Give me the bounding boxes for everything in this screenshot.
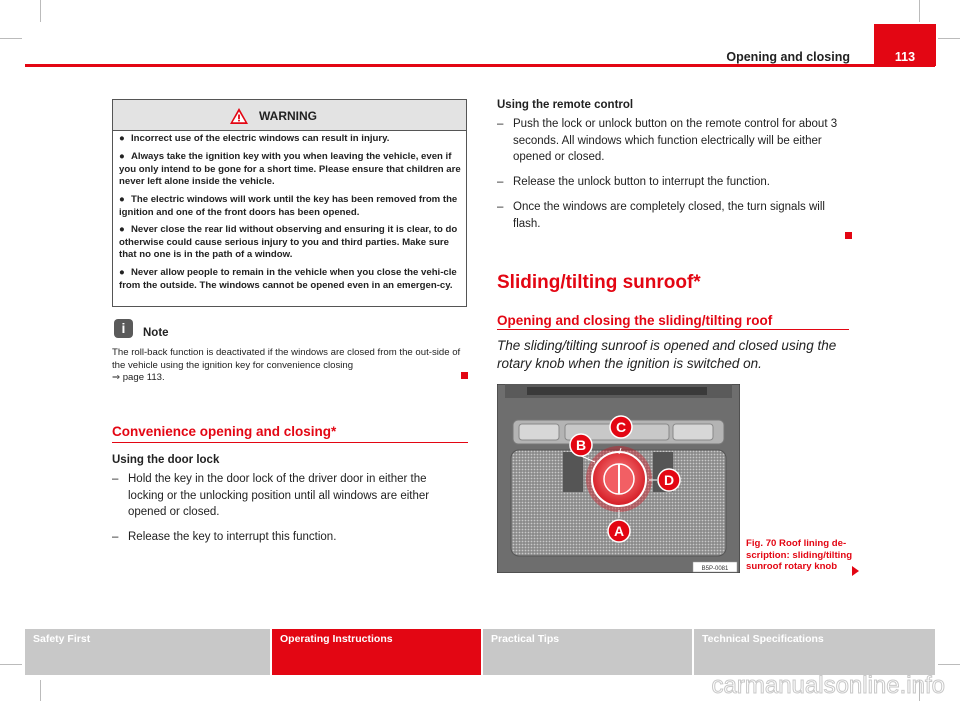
note-page-link[interactable]: ⇒ page 113. [112,372,165,384]
sunroof-knob-figure [497,384,740,573]
section-rule [112,442,468,443]
list-item: – Push the lock or unlock button on the remote control for about 3 seconds. All windows which function electrically will be either opened or closed. [497,118,838,163]
crop-mark [0,38,22,39]
warning-bullet: ● Always take the ignition key with you when leaving the vehicle, even if you only intend to be gone for a short time. Please ensure that children are never left alone inside the vehicle. [119,151,461,188]
section-heading-convenience: Convenience opening and closing* [112,424,337,439]
footer-tab-safety-first[interactable]: Safety First [25,629,270,675]
crop-mark [938,664,960,665]
intro-text: The sliding/tilting sunroof is opened and closed using the rotary knob when the ignition is switched on. [497,338,837,371]
figure-caption: Fig. 70 Roof lining de-scription: sliding/tilting sunroof rotary knob [746,538,853,572]
list-item: – Once the windows are completely closed, the turn signals will flash. [497,201,825,230]
crop-mark [938,38,960,39]
note-title: Note [143,327,169,339]
page-number: 113 [894,50,916,64]
running-header-title: Opening and closing [726,50,850,64]
continue-arrow-icon [852,566,859,576]
door-lock-heading: Using the door lock [112,454,220,466]
callout-a: A [613,523,625,539]
callout-b: B [575,437,587,453]
warning-bullet: ● Never allow people to remain in the vehicle when you close the vehi-cle from the outside. The windows cannot be opened even in an emergen-cy. [119,267,457,291]
footer-tab-operating-instructions[interactable]: Operating Instructions [272,629,481,675]
crop-mark [0,664,22,665]
vent-slats [527,387,707,395]
callout-c: C [615,419,627,435]
svg-text:carmanualsonline.info: carmanualsonline.info [711,672,945,699]
list-item: – Release the key to interrupt this function. [112,531,337,543]
footer-tab-technical-specifications[interactable]: Technical Specifications [694,629,935,675]
warning-header [113,100,466,131]
list-item: – Release the unlock button to interrupt the function. [497,176,770,188]
callout-d: D [663,472,675,488]
remote-heading: Using the remote control [497,99,634,111]
warning-bullet: ● The electric windows will work until the key has been removed from the ignition and one of the front doors has been opened. [119,194,458,218]
section-heading-sunroof: Sliding/tilting sunroof* [497,272,701,293]
warning-box [112,99,467,307]
header-rule [25,64,935,67]
note-info-icon: i [114,319,133,338]
section-end-marker [845,232,852,239]
footer-tab-practical-tips[interactable]: Practical Tips [483,629,692,675]
subsection-heading: Opening and closing the sliding/tilting roof [497,313,773,328]
section-rule [497,329,849,330]
crop-mark [919,0,920,22]
note-text: The roll-back function is deactivated if the windows are closed from the out-side of the vehicle using the ignition key for convenience closing ⇒ page 113. [112,347,461,384]
crop-mark [40,680,41,701]
warning-bullet: ● Never close the rear lid without observing and ensuring it is clear, to do otherwise could cause serious injury to you and third parties. Make sure that no one is in the path of a window. [119,224,458,261]
crop-mark [40,0,41,22]
figure-code: B5P-0081 [701,566,729,572]
warning-triangle-icon [229,107,249,125]
list-item: – Hold the key in the door lock of the driver door in either the locking or the unlocking position until all windows are either opened or closed. [112,473,430,518]
watermark [690,670,950,700]
warning-title: WARNING [259,109,317,123]
section-end-marker [461,372,468,379]
warning-bullet: ● Incorrect use of the electric windows can result in injury. [119,133,390,144]
